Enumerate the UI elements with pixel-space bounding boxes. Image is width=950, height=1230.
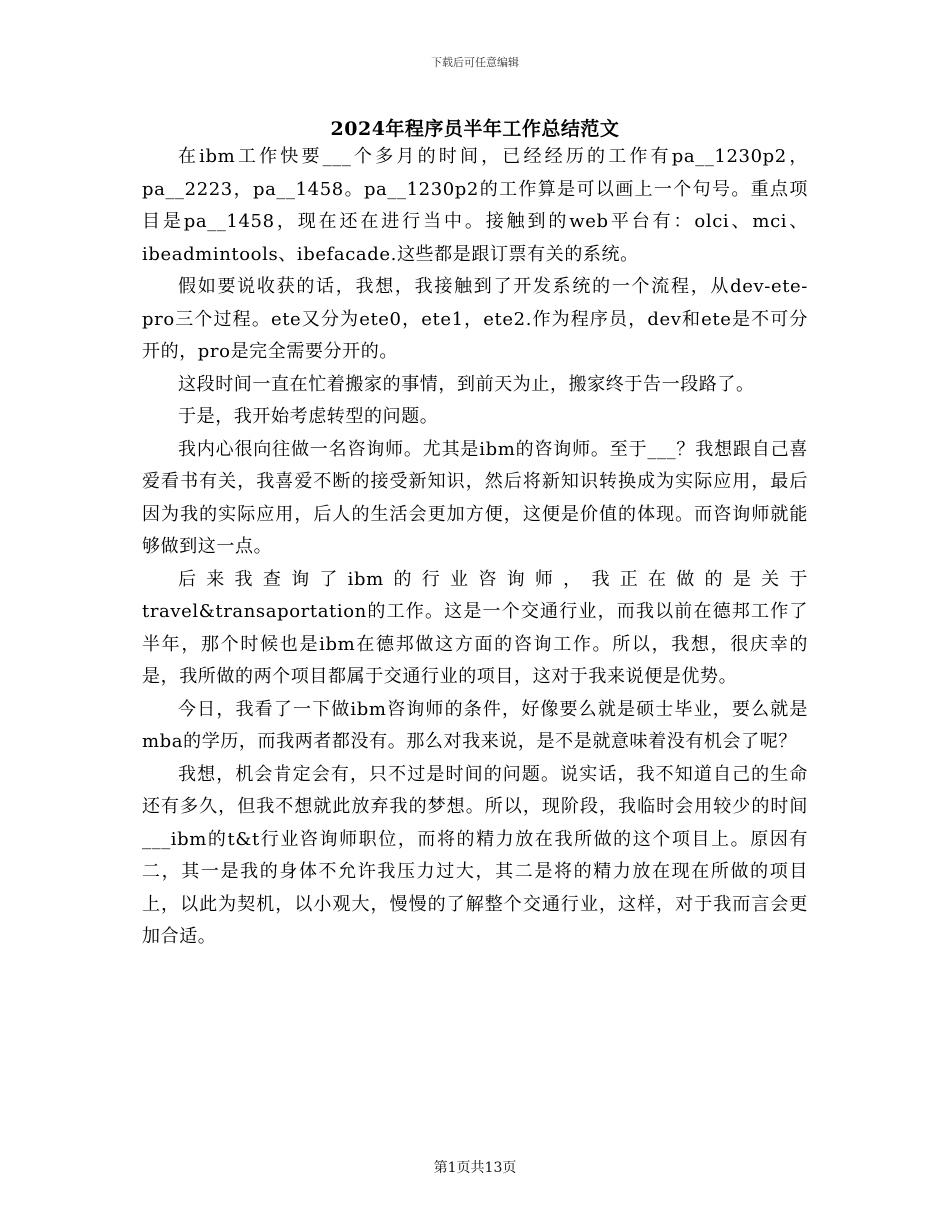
header-note: 下载后可任意编辑 <box>431 56 519 69</box>
page-number: 第1页共13页 <box>433 1160 517 1176</box>
paragraph: 假如要说收获的话，我想，我接触到了开发系统的一个流程，从dev-ete-pro三个过程。ete又分为ete0，ete1，ete2.作为程序员，dev和ete是不可分开的，pro是完全需要分开的。 <box>142 276 808 362</box>
paragraph: 于是，我开始考虑转型的问题。 <box>178 406 439 427</box>
paragraph: 我想，机会肯定会有，只不过是时间的问题。说实话，我不知道自己的生命还有多久，但我不想就此放弃我的梦想。所以，现阶段，我临时会用较少的时间___ibm的t&t行业咨询师职位，而将的精力放在我所做的这个项目上。原因有二，其一是我的身体不允许我压力过大，其二是将的精力放在现在所做的项目上，以此为契机，以小观大，慢慢的了解整个交通行业，这样，对于我而言会更加合适。 <box>142 763 808 947</box>
document-title: 2024年程序员半年工作总结范文 <box>330 118 620 140</box>
paragraph: 今日，我看了一下做ibm咨询师的条件，好像要么就是硕士毕业，要么就是mba的学历，而我两者都没有。那么对我来说，是不是就意味着没有机会了呢？ <box>142 698 808 752</box>
paragraph: 后来我查询了ibm的行业咨询师，我正在做的是关于travel&transaportation的工作。这是一个交通行业，而我以前在德邦工作了半年，那个时候也是ibm在德邦做这方面的咨询工作。所以，我想，很庆幸的是，我所做的两个项目都属于交通行业的项目，这对于我来说便是优势。 <box>142 568 808 687</box>
paragraph: 这段时间一直在忙着搬家的事情，到前天为止，搬家终于告一段路了。 <box>178 373 755 395</box>
paragraph: 我内心很向往做一名咨询师。尤其是ibm的咨询师。至于___？我想跟自己喜爱看书有关，我喜爱不断的接受新知识，然后将新知识转换成为实际应用，最后因为我的实际应用，后人的生活会更加方便，这便是价值的体现。而咨询师就能够做到这一点。 <box>142 438 808 557</box>
paragraph: 在ibm工作快要___个多月的时间，已经经历的工作有pa__1230p2，pa__2223，pa__1458。pa__1230p2的工作算是可以画上一个句号。重点项目是pa__1458，现在还在进行当中。接触到的web平台有：olci、mci、ibeadmintools、ibefacade.这些都是跟订票有关的系统。 <box>142 146 808 265</box>
document-body <box>142 141 808 954</box>
